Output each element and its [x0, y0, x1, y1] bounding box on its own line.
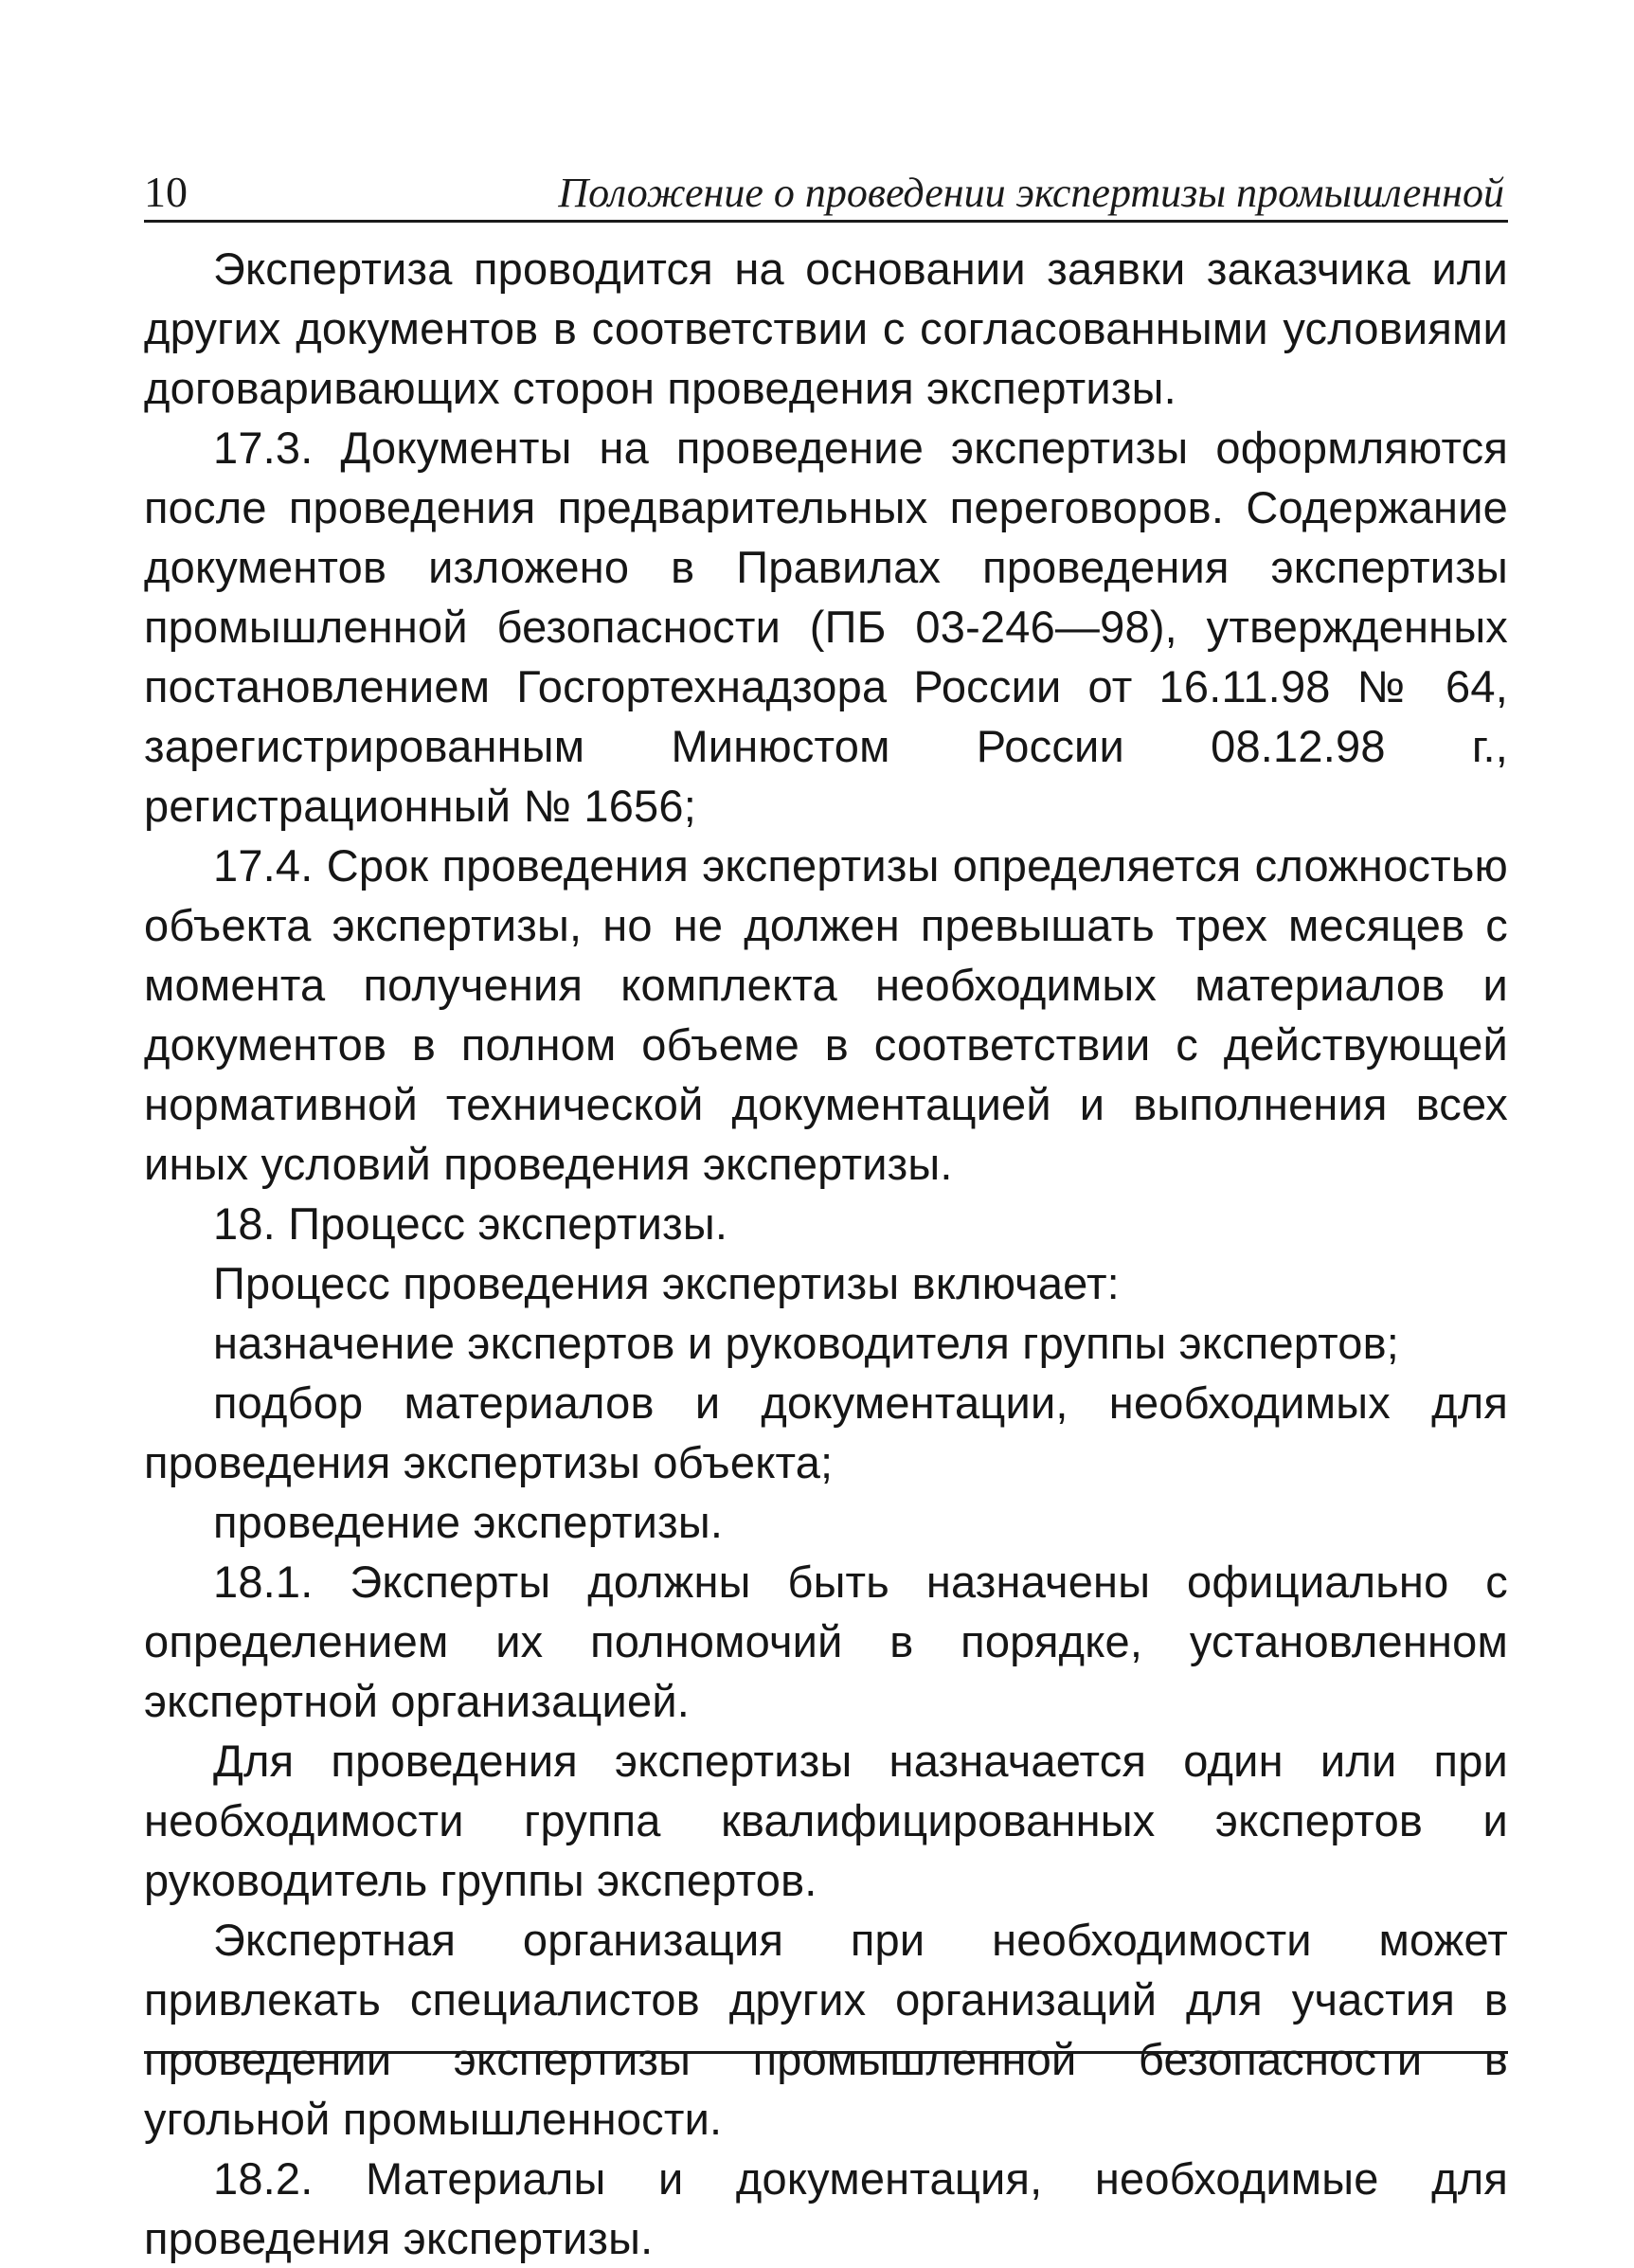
- running-header: [144, 159, 1508, 220]
- section-heading-18: 18. Процесс экспертизы.: [213, 1198, 728, 1249]
- list-item-materials: подбор материалов и документации, необходимых для проведения экспертизы объекта;: [144, 1377, 1508, 1487]
- paragraph-expert-group: Для проведения экспертизы назначается один или при необходимости группа квалифицированных экспертов и руководитель группы экспертов.: [144, 1736, 1508, 1905]
- paragraph-external-specialists: Экспертная организация при необходимости может привлекать специалистов других организаций для участия в проведении экспертизы промышленной безопасности в угольной промышленности.: [144, 1915, 1508, 2144]
- paragraph-18-2: 18.2. Материалы и документация, необходимые для проведения экспертизы.: [144, 2153, 1508, 2263]
- body-text: [144, 239, 1508, 2268]
- list-item-appointment: назначение экспертов и руководителя группы экспертов;: [213, 1318, 1400, 1368]
- paragraph-17-3: 17.3. Документы на проведение экспертизы оформляются после проведения предварительных переговоров. Содержание документов изложено в Правилах проведения экспертизы промышленной безопасности (ПБ 03-246—98), утвержденных постановлением Госгортехнадзора России от 16.11.98 № 64, зарегистрированным Минюстом России 08.12.98 г., регистрационный № 1656;: [144, 423, 1508, 831]
- paragraph-18-1: 18.1. Эксперты должны быть назначены официально с определением их полномочий в порядке, установленном экспертной организацией.: [144, 1557, 1508, 1726]
- list-item-conduct: проведение экспертизы.: [213, 1497, 724, 1547]
- page-number: 10: [144, 168, 188, 216]
- running-header-title: Положение о проведении экспертизы промышленной: [558, 170, 1504, 216]
- header-rule: [144, 220, 1508, 223]
- paragraph-17-4: 17.4. Срок проведения экспертизы определяется сложностью объекта экспертизы, но не должен превышать трех месяцев с момента получения комплекта необходимых материалов и документов в полном объеме в соответствии с действующей нормативной технической документацией и выполнения всех иных условий проведения экспертизы.: [144, 840, 1508, 1189]
- paragraph-process-intro: Процесс проведения экспертизы включает:: [213, 1258, 1120, 1308]
- footer-rule: [144, 2051, 1508, 2054]
- paragraph-expertise-basis: Экспертиза проводится на основании заявки заказчика или других документов в соответствии с согласованными условиями договаривающих сторон проведения экспертизы.: [144, 243, 1508, 413]
